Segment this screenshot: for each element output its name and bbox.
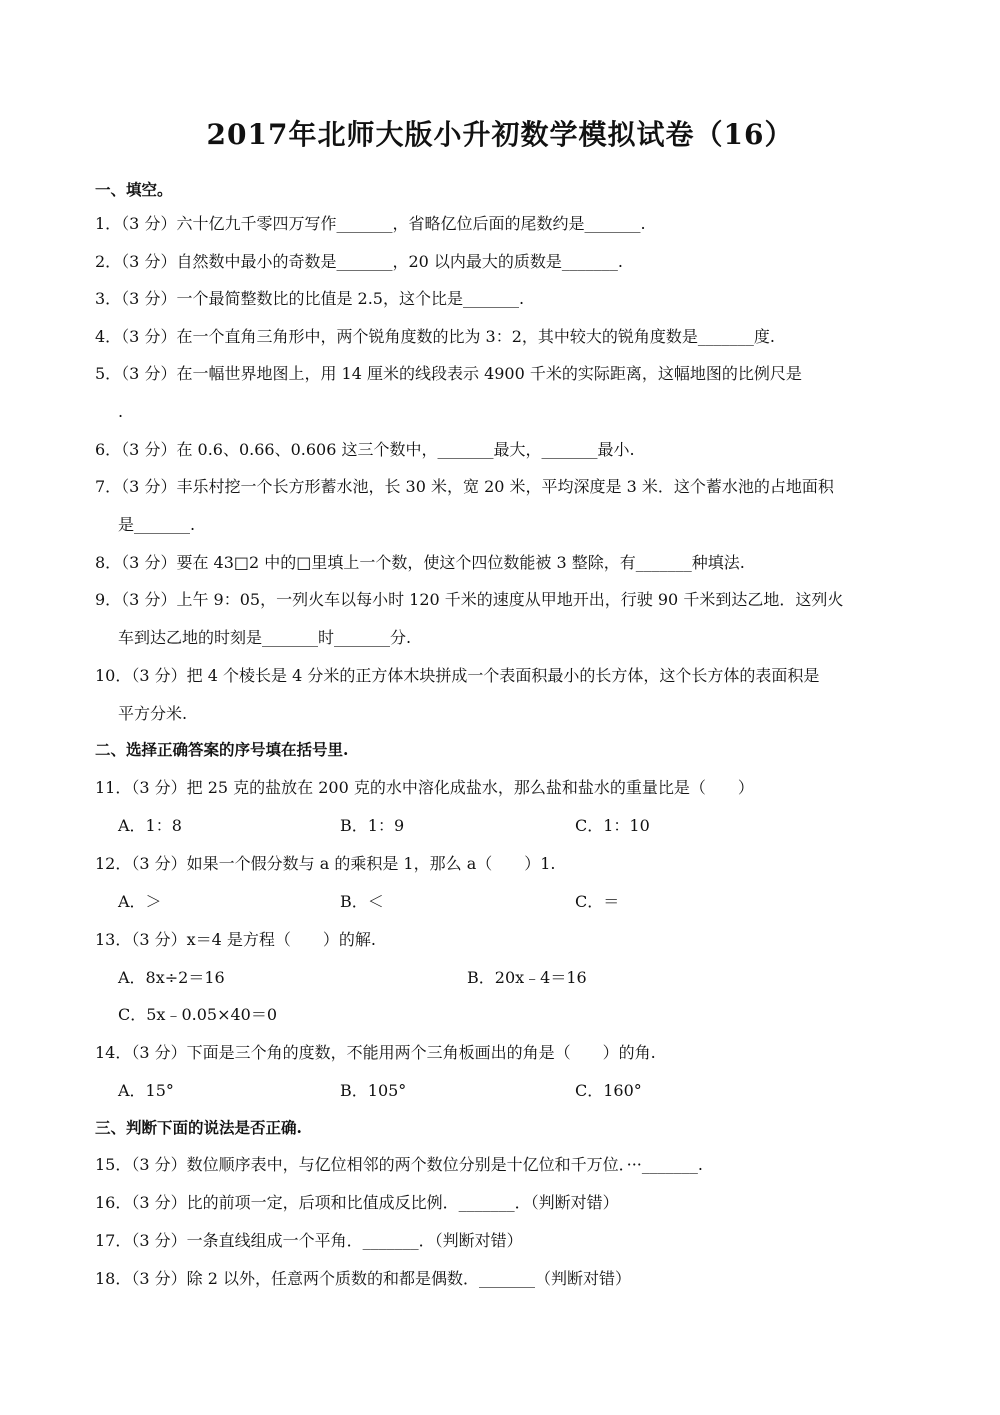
question-11: 11．（3 分）把 25 克的盐放在 200 克的水中溶化成盐水，那么盐和盐水的重量比是（ ） xyxy=(95,778,754,797)
section-heading-choice: 二、选择正确答案的序号填在括号里. xyxy=(95,740,349,759)
question-7-line-1: 7．（3 分）丰乐村挖一个长方形蓄水池，长 30 米，宽 20 米，平均深度是 3 米．这个蓄水池的占地面积 xyxy=(95,477,834,496)
question-5-line-2: . xyxy=(118,402,124,421)
question-18: 18．（3 分）除 2 以外，任意两个质数的和都是偶数．_______（判断对错） xyxy=(95,1269,631,1288)
exam-title: 2017年北师大版小升初数学模拟试卷（16） xyxy=(206,118,794,151)
question-10-line-2: 平方分米. xyxy=(118,704,188,723)
question-11-option-c: C．1：10 xyxy=(575,816,650,835)
section-heading-true-false: 三、判断下面的说法是否正确. xyxy=(95,1118,302,1137)
question-12-option-a: A．＞ xyxy=(118,892,162,911)
question-12-option-c: C．＝ xyxy=(575,892,620,911)
question-8: 8．（3 分）要在 43□2 中的□里填上一个数，使这个四位数能被 3 整除，有_______种填法. xyxy=(95,553,745,572)
question-9-line-2: 车到达乙地的时刻是_______时_______分. xyxy=(118,628,412,647)
question-13-option-a: A．8x÷2＝16 xyxy=(118,968,225,987)
section-heading-fill-blank: 一、填空。 xyxy=(95,180,173,199)
question-13-option-c: C．5x﹣0.05×40＝0 xyxy=(118,1005,278,1024)
question-16: 16．（3 分）比的前项一定，后项和比值成反比例．_______．（判断对错） xyxy=(95,1193,619,1212)
question-1: 1．（3 分）六十亿九千零四万写作_______，省略亿位后面的尾数约是_______. xyxy=(95,214,646,233)
question-17: 17．（3 分）一条直线组成一个平角．_______．（判断对错） xyxy=(95,1231,523,1250)
question-14-option-c: C．160° xyxy=(575,1081,642,1100)
question-9-line-1: 9．（3 分）上午 9：05，一列火车以每小时 120 千米的速度从甲地开出，行驶 90 千米到达乙地．这列火 xyxy=(95,590,844,609)
question-2: 2．（3 分）自然数中最小的奇数是_______，20 以内最大的质数是_______. xyxy=(95,252,623,271)
question-15: 15．（3 分）数位顺序表中，与亿位相邻的两个数位分别是十亿位和千万位．···_______. xyxy=(95,1155,703,1174)
question-6: 6．（3 分）在 0.6、0.66、0.606 这三个数中，_______最大，_______最小. xyxy=(95,440,635,459)
question-13: 13．（3 分）x＝4 是方程（ ）的解. xyxy=(95,930,377,949)
question-14-option-b: B．105° xyxy=(340,1081,407,1100)
question-5-line-1: 5．（3 分）在一幅世界地图上，用 14 厘米的线段表示 4900 千米的实际距离，这幅地图的比例尺是 xyxy=(95,364,802,383)
question-14: 14．（3 分）下面是三个角的度数，不能用两个三角板画出的角是（ ）的角. xyxy=(95,1043,656,1062)
question-11-option-b: B．1：9 xyxy=(340,816,405,835)
question-4: 4．（3 分）在一个直角三角形中，两个锐角度数的比为 3：2，其中较大的锐角度数是_______度. xyxy=(95,327,775,346)
question-14-option-a: A．15° xyxy=(118,1081,174,1100)
question-10-line-1: 10．（3 分）把 4 个棱长是 4 分米的正方体木块拼成一个表面积最小的长方体，这个长方体的表面积是 xyxy=(95,666,820,685)
question-12: 12．（3 分）如果一个假分数与 a 的乘积是 1，那么 a（ ）1. xyxy=(95,854,556,873)
question-3: 3．（3 分）一个最简整数比的比值是 2.5，这个比是_______. xyxy=(95,289,525,308)
question-11-option-a: A．1：8 xyxy=(118,816,182,835)
question-13-option-b: B．20x﹣4＝16 xyxy=(467,968,587,987)
question-7-line-2: 是_______. xyxy=(118,515,196,534)
question-12-option-b: B．＜ xyxy=(340,892,384,911)
